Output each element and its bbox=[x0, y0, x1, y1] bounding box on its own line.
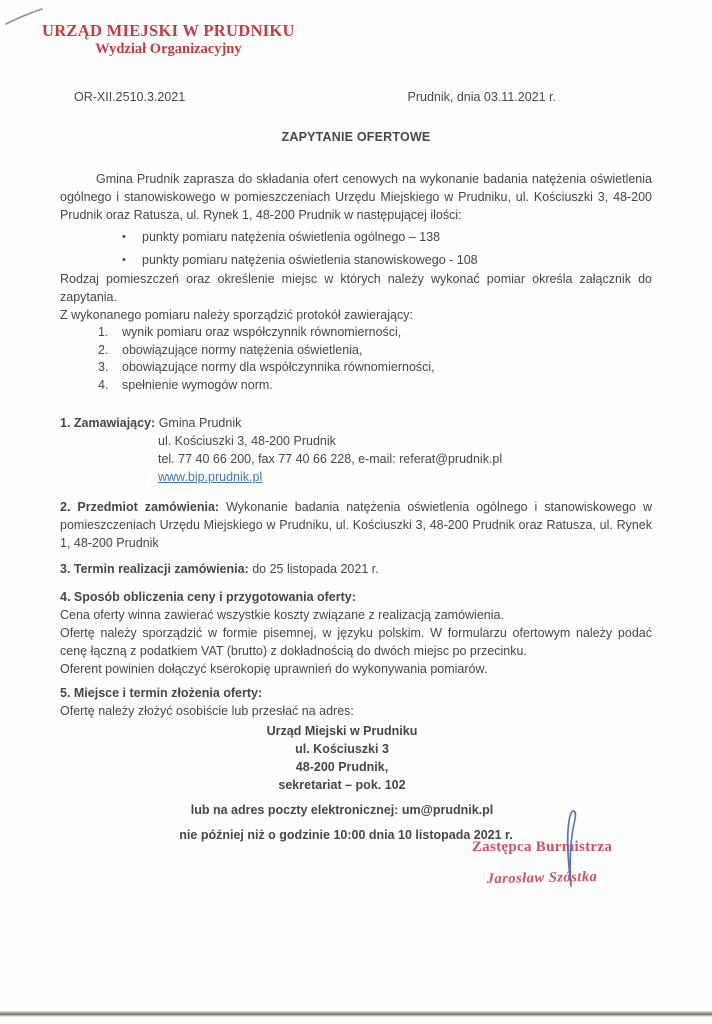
section-miejsce-heading: 5. Miejsce i termin złożenia oferty: bbox=[60, 686, 263, 700]
signer-name: Jarosław Szóstka bbox=[486, 868, 598, 888]
section-sposob-heading: 4. Sposób obliczenia ceny i przygotowania oferty: bbox=[60, 590, 356, 604]
email-submission-line: lub na adres poczty elektronicznej: um@prudnik.pl bbox=[190, 803, 494, 817]
item-text: spełnienie wymogów norm. bbox=[122, 377, 273, 392]
letterhead-org: URZĄD MIEJSKI W PRUDNIKU bbox=[42, 21, 295, 40]
item-text: obowiązujące normy natężenia oświetlenia, bbox=[122, 342, 363, 357]
section-przedmiot bbox=[60, 498, 652, 552]
numbered-item bbox=[60, 342, 652, 360]
address-line: 48-200 Prudnik, bbox=[295, 760, 389, 774]
section-miejsce-intro: Ofertę należy złożyć osobiście lub przesłać na adres: bbox=[60, 704, 354, 718]
section-text: do 25 listopada 2021 r. bbox=[252, 562, 379, 576]
list-item bbox=[60, 250, 652, 270]
bullet-icon: • bbox=[122, 231, 126, 243]
item-number: 4. bbox=[98, 377, 109, 392]
list-item bbox=[60, 227, 652, 247]
submission-address-block bbox=[46, 722, 638, 794]
section-label: 3. Termin realizacji zamówienia: bbox=[60, 562, 249, 576]
signature-stamp bbox=[452, 838, 632, 887]
bullet-text: punkty pomiaru natężenia oświetlenia stanowiskowego - 108 bbox=[142, 253, 478, 267]
section-value: Gmina Prudnik bbox=[158, 416, 242, 430]
section-sposob-line: Cena oferty winna zawierać wszystkie koszty związane z realizacją zamówienia. bbox=[60, 608, 504, 622]
reference-number: OR-XII.2510.3.2021 bbox=[74, 90, 186, 104]
link-line bbox=[158, 468, 652, 486]
address-line: ul. Kościuszki 3, 48-200 Prudnik bbox=[158, 434, 336, 448]
section-line bbox=[60, 414, 652, 432]
contact-line: tel. 77 40 66 200, fax 77 40 66 228, e-mail: referat@prudnik.pl bbox=[158, 452, 503, 466]
signature-stroke-icon bbox=[554, 806, 584, 892]
letterhead-stamp bbox=[42, 22, 295, 58]
pen-stroke-icon bbox=[4, 6, 46, 28]
scan-artifact-line bbox=[0, 1011, 712, 1017]
document-date: Prudnik, dnia 03.11.2021 r. bbox=[407, 90, 556, 104]
bip-link[interactable]: www.bip.prudnik.pl bbox=[158, 470, 263, 484]
section-sposob-line: Ofertę należy sporządzić w formie pisemnej, w języku polskim. W formularzu ofertowym należy podać cenę łączną z podatkiem VAT (brutto) z dokładnością do dwóch miejsc po przecinku. bbox=[60, 626, 652, 658]
deadline-line: nie później niż o godzinie 10:00 dnia 10 listopada 2021 r. bbox=[179, 828, 513, 842]
paragraph-protocol-intro: Z wykonanego pomiaru należy sporządzić protokół zawierający: bbox=[60, 308, 413, 322]
reference-row bbox=[60, 88, 652, 106]
address-line: ul. Kościuszki 3 bbox=[295, 742, 389, 756]
address-line: sekretariat – pok. 102 bbox=[278, 778, 406, 792]
signer-role: Zastępca Burmistrza bbox=[471, 839, 613, 855]
letterhead-dept: Wydział Organizacyjny bbox=[95, 40, 242, 57]
address-line: Urząd Miejski w Prudniku bbox=[266, 724, 418, 738]
section-zamawiajacy bbox=[60, 414, 652, 486]
item-number: 1. bbox=[98, 325, 109, 339]
section-label: 2. Przedmiot zamówienia: bbox=[60, 500, 220, 514]
document-title: ZAPYTANIE OFERTOWE bbox=[281, 130, 431, 144]
paragraph-attachment-note: Rodzaj pomieszczeń oraz określenie miejsc w których należy wykonać pomiar określa załącznik do zapytania. bbox=[60, 272, 652, 304]
item-text: obowiązujące normy dla współczynnika równomierności, bbox=[122, 360, 435, 374]
section-label: 1. Zamawiający: bbox=[60, 416, 156, 430]
numbered-item bbox=[60, 359, 652, 377]
item-number: 3. bbox=[98, 360, 109, 374]
item-text: wynik pomiaru oraz współczynnik równomierności, bbox=[122, 325, 402, 339]
numbered-item bbox=[60, 377, 652, 395]
section-termin bbox=[60, 560, 652, 578]
item-number: 2. bbox=[98, 342, 109, 357]
document-content bbox=[0, 88, 712, 844]
bullet-icon: • bbox=[122, 254, 126, 266]
bullet-text: punkty pomiaru natężenia oświetlenia ogólnego – 138 bbox=[142, 230, 441, 244]
intro-paragraph: Gmina Prudnik zaprasza do składania ofert cenowych na wykonanie badania natężenia oświetlenia ogólnego i stanowiskowego w pomieszczeniach Urzędu Miejskiego w Prudniku, ul. Kościuszki 3, 48-200 Prudnik oraz Ratusza, ul. Rynek 1, 48-200 Prudnik w następującej ilości: bbox=[60, 172, 652, 222]
numbered-item bbox=[60, 324, 652, 342]
section-text: Wykonanie badania natężenia oświetlenia ogólnego i stanowiskowego w pomieszczeniach Urzędu Miejskiego w Prudniku, ul. Kościuszki 3, 48-200 Prudnik oraz Ratusza, ul. Rynek 1, 48-200 Prudnik bbox=[60, 500, 652, 550]
section-sposob-line: Oferent powinien dołączyć kserokopię uprawnień do wykonywania pomiarów. bbox=[60, 662, 488, 676]
